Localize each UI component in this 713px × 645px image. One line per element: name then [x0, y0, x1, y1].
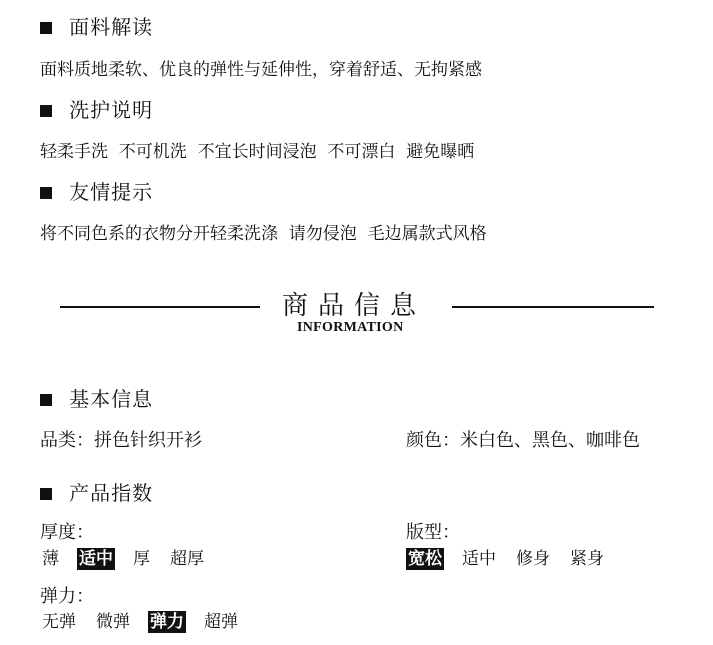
fabric-heading — [40, 11, 153, 40]
indices-heading — [40, 477, 153, 506]
square-bullet-icon — [40, 488, 52, 500]
basic-heading — [40, 383, 153, 412]
fit-option: 紧身 — [570, 549, 604, 569]
divider-left — [60, 306, 260, 308]
square-bullet-icon — [40, 105, 52, 117]
category-text: 品类：拼色针织开衫 — [40, 430, 202, 451]
thickness-option-selected: 适中 — [79, 549, 113, 569]
square-bullet-icon — [40, 394, 52, 406]
fit-option: 修身 — [516, 549, 550, 569]
fit-scale — [406, 544, 622, 569]
elasticity-option: 无弹 — [42, 612, 76, 632]
elasticity-option: 超弹 — [204, 612, 238, 632]
square-bullet-icon — [40, 187, 52, 199]
fit-option-selected: 宽松 — [408, 549, 442, 569]
divider-right — [452, 306, 654, 308]
wash-title: 洗护说明 — [69, 98, 154, 122]
elasticity-option: 微弹 — [96, 612, 130, 632]
tips-text: 将不同色系的衣物分开轻柔洗涤 请勿侵泡 毛边属款式风格 — [40, 224, 487, 244]
basic-title: 基本信息 — [69, 387, 154, 411]
wash-text: 轻柔手洗 不可机洗 不宜长时间浸泡 不可漂白 避免曝晒 — [40, 142, 475, 162]
fit-label: 版型： — [406, 522, 460, 543]
tips-title: 友情提示 — [69, 180, 154, 204]
thickness-option: 超厚 — [170, 549, 204, 569]
elasticity-label: 弹力： — [40, 586, 94, 607]
thickness-scale — [40, 544, 222, 569]
elasticity-option-selected: 弹力 — [150, 612, 184, 632]
square-bullet-icon — [40, 22, 52, 34]
fit-option: 适中 — [462, 549, 496, 569]
thickness-option: 薄 — [42, 549, 59, 569]
fabric-title: 面料解读 — [69, 15, 154, 39]
fabric-text: 面料质地柔软、优良的弹性与延伸性，穿着舒适、无拘紧感 — [40, 60, 482, 80]
color-text: 颜色：米白色、黑色、咖啡色 — [406, 430, 640, 451]
indices-title: 产品指数 — [69, 481, 154, 505]
info-title: 商品信息 — [282, 291, 427, 321]
info-subtitle: INFORMATION — [297, 320, 404, 335]
wash-heading — [40, 94, 153, 123]
thickness-option: 厚 — [133, 549, 150, 569]
elasticity-scale — [40, 607, 256, 632]
thickness-label: 厚度： — [40, 522, 94, 543]
tips-heading — [40, 176, 153, 205]
